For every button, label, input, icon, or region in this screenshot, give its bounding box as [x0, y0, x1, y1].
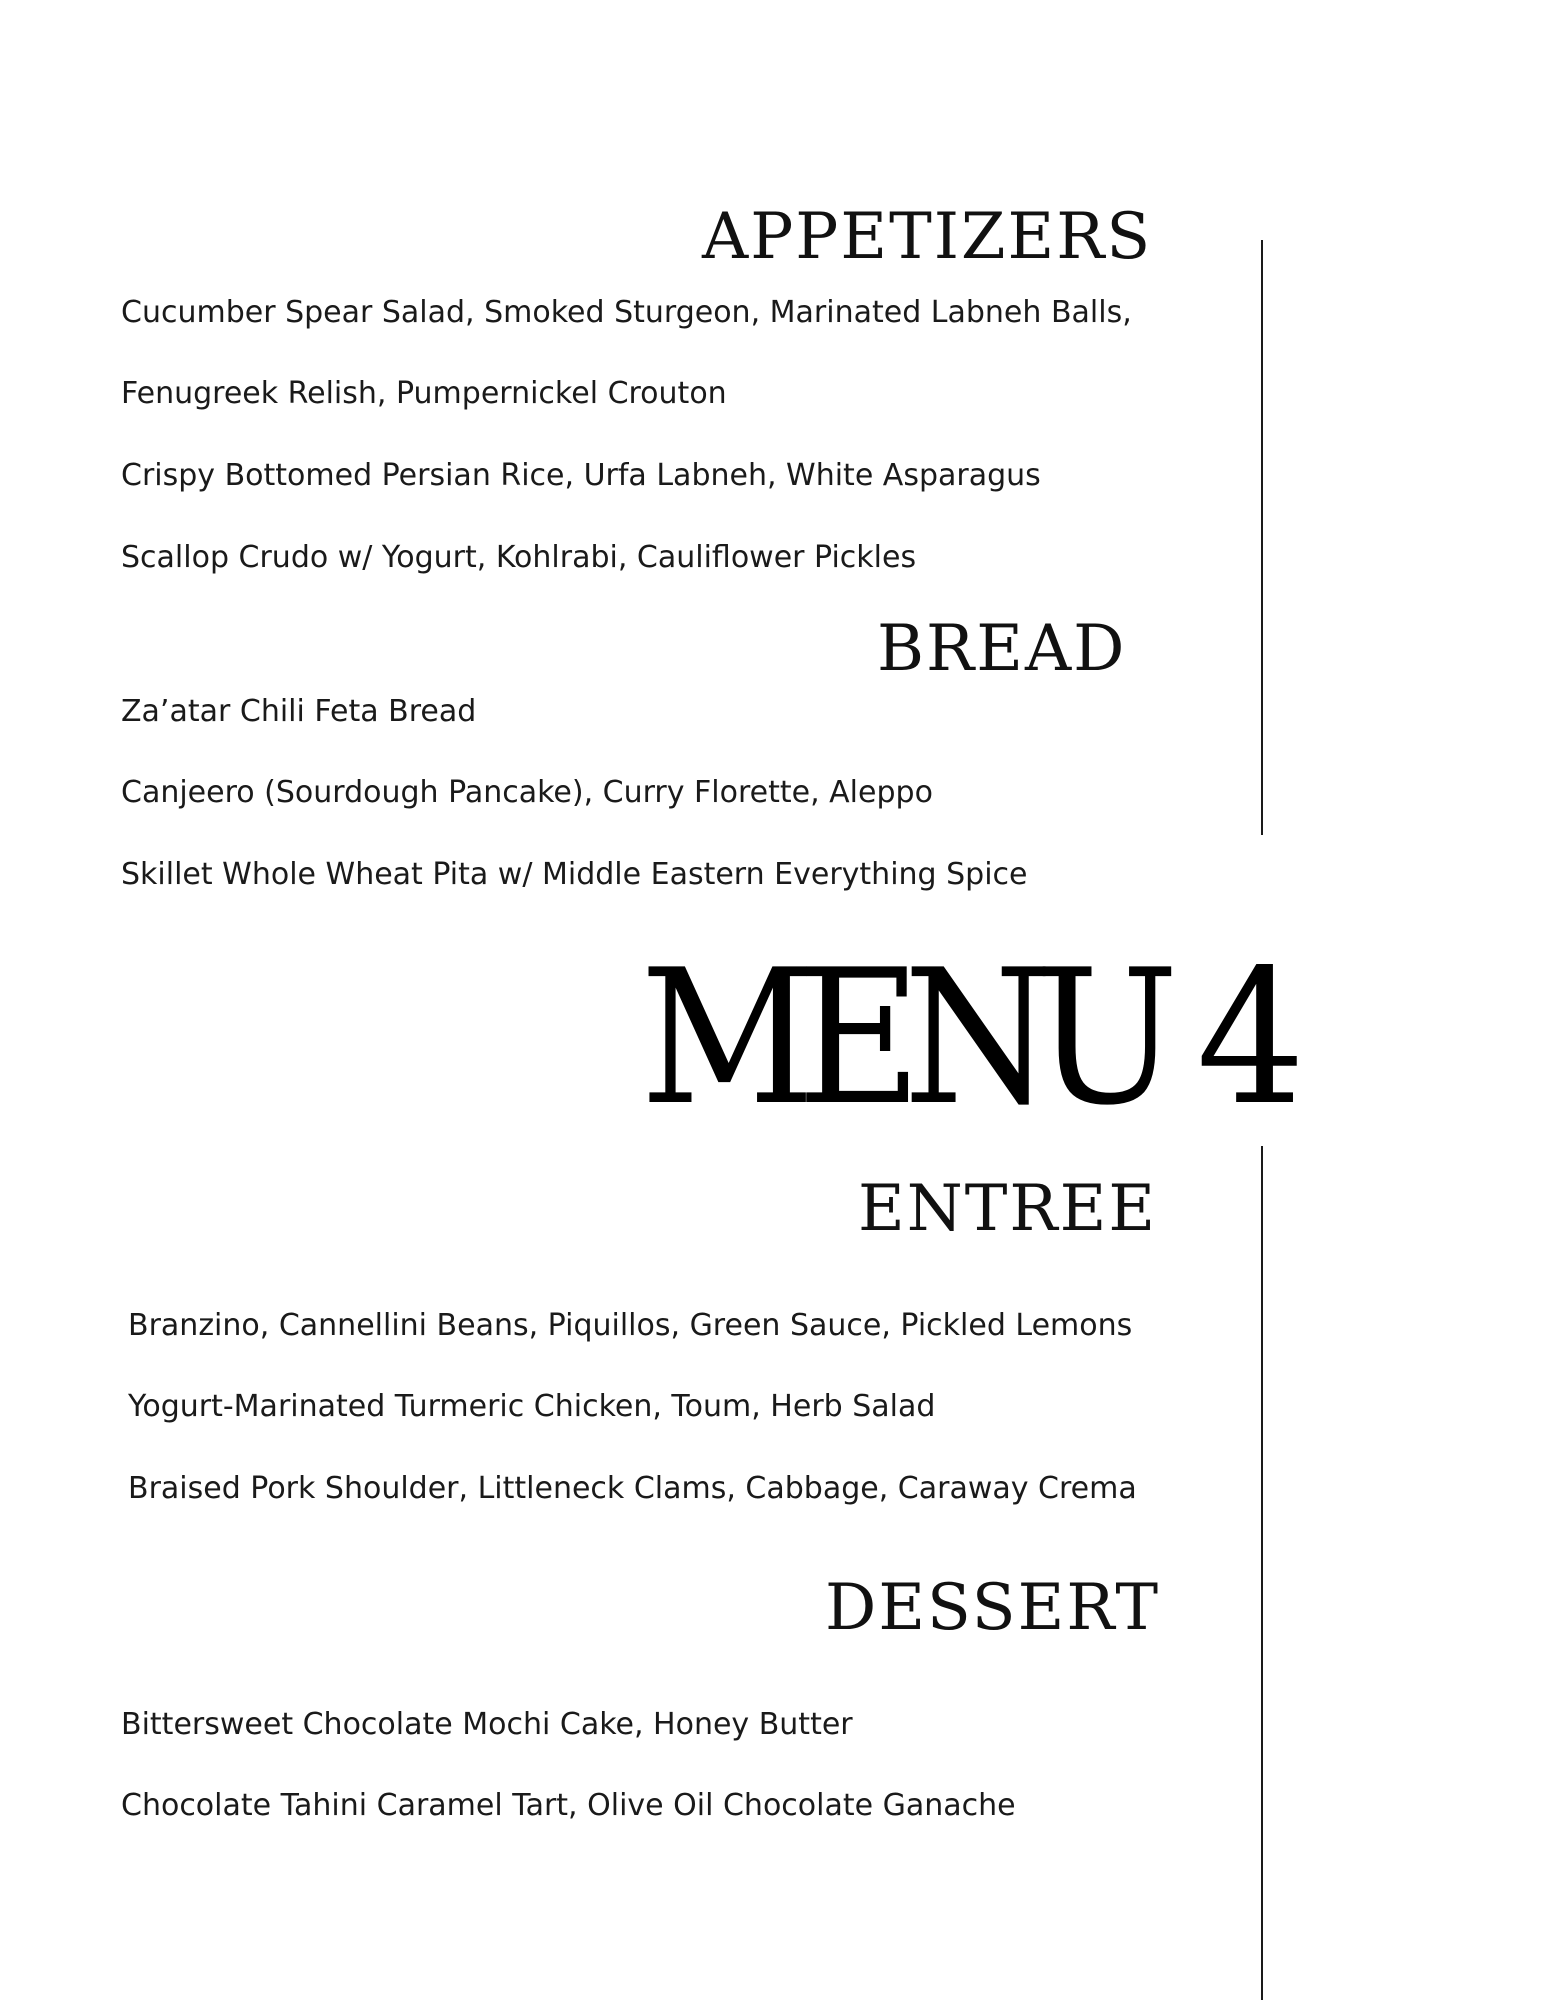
entree-item: Branzino, Cannellini Beans, Piquillos, Green Sauce, Pickled Lemons	[128, 1308, 1133, 1343]
dessert-heading: DESSERT	[825, 1571, 1161, 1645]
dessert-item: Chocolate Tahini Caramel Tart, Olive Oil Chocolate Ganache	[121, 1788, 1016, 1823]
bread-item: Za’atar Chili Feta Bread	[121, 694, 477, 729]
appetizer-item: Scallop Crudo w/ Yogurt, Kohlrabi, Cauliflower Pickles	[121, 540, 917, 575]
menu-title: MENU 4	[640, 929, 1287, 1146]
appetizers-heading: APPETIZERS	[702, 200, 1153, 274]
divider-line-top	[1261, 240, 1263, 835]
divider-line-bottom	[1261, 1146, 1263, 2000]
entree-item: Braised Pork Shoulder, Littleneck Clams, Cabbage, Caraway Crema	[128, 1471, 1137, 1506]
entree-heading: ENTREE	[858, 1172, 1158, 1246]
appetizer-item: Cucumber Spear Salad, Smoked Sturgeon, Marinated Labneh Balls,	[121, 295, 1132, 330]
entree-item: Yogurt-Marinated Turmeric Chicken, Toum, Herb Salad	[128, 1389, 936, 1424]
appetizer-item: Fenugreek Relish, Pumpernickel Crouton	[121, 376, 727, 411]
bread-item: Skillet Whole Wheat Pita w/ Middle Eastern Everything Spice	[121, 857, 1028, 892]
appetizer-item: Crispy Bottomed Persian Rice, Urfa Labneh, White Asparagus	[121, 458, 1041, 493]
bread-heading: BREAD	[877, 612, 1127, 686]
dessert-item: Bittersweet Chocolate Mochi Cake, Honey Butter	[121, 1707, 853, 1742]
bread-item: Canjeero (Sourdough Pancake), Curry Florette, Aleppo	[121, 775, 933, 810]
